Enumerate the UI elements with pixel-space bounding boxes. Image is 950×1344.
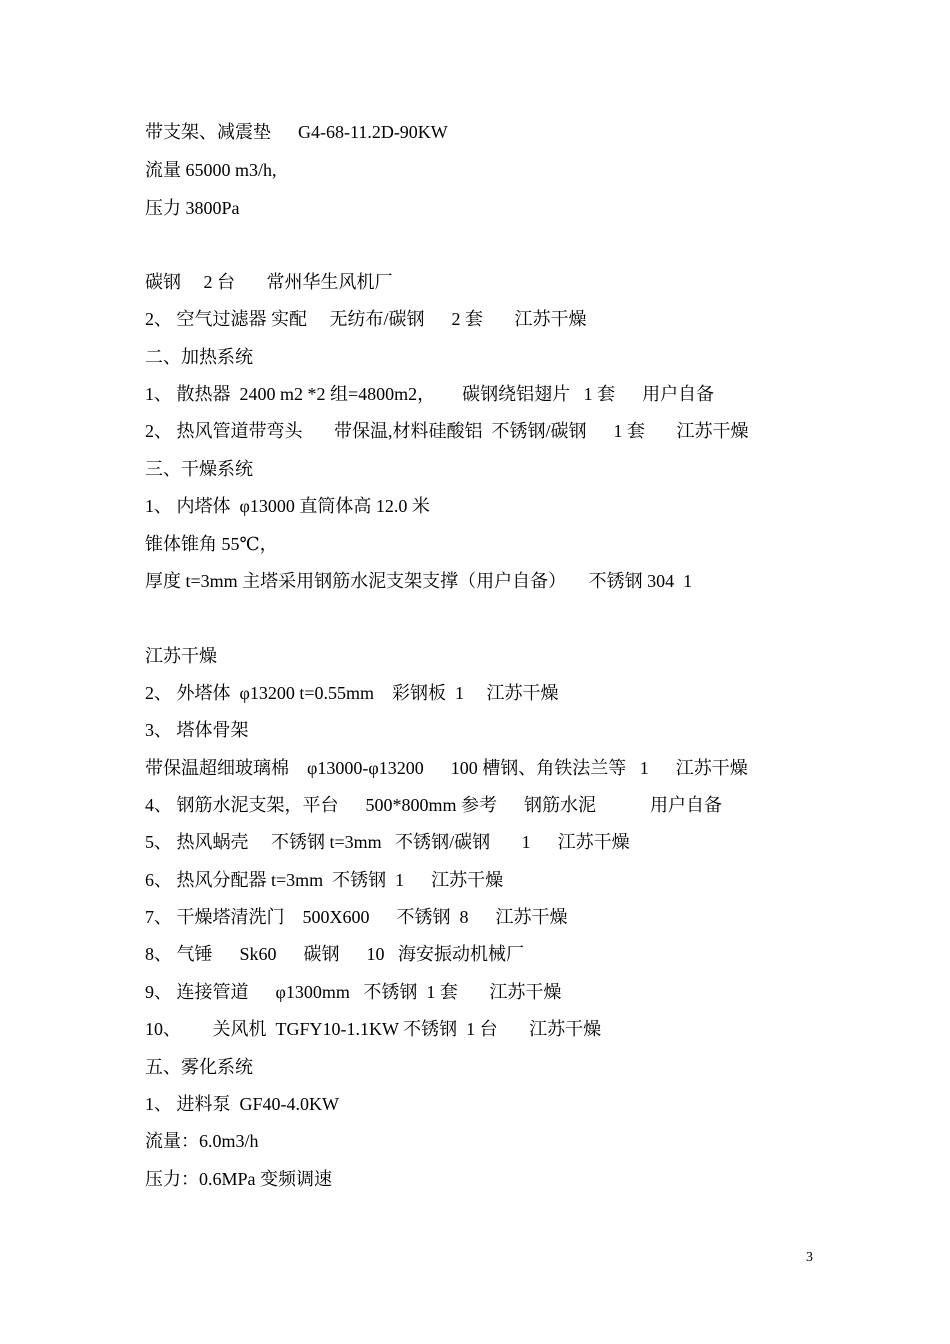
page-number: 3 [806,1250,813,1265]
text-line: 2、 外塔体 φ13200 t=0.55mm 彩钢板 1 江苏干燥 [145,683,559,703]
section-heading: 五、雾化系统 [145,1057,253,1077]
section-heading: 二、加热系统 [145,347,253,367]
text-line: 1、 进料泵 GF40-4.0KW [145,1094,339,1114]
text-line: 带保温超细玻璃棉 φ13000-φ13200 100 槽钢、角铁法兰等 1 江苏干燥 [145,758,748,778]
text-line: 4、 钢筋水泥支架，平台 500*800mm 参考 钢筋水泥 用户自备 [145,795,722,815]
text-line: 10、 关风机 TGFY10-1.1KW 不锈钢 1 台 江苏干燥 [145,1019,602,1039]
text-line: 锥体锥角 55℃， [145,534,278,554]
text-line: 厚度 t=3mm 主塔采用钢筋水泥支架支撑（用户自备） 不锈钢 304 1 [145,571,693,591]
text-line: 碳钢 2 台 常州华生风机厂 [145,272,393,292]
section-heading: 三、干燥系统 [145,459,253,479]
text-line: 江苏干燥 [145,646,217,666]
text-line: 1、 内塔体 φ13000 直筒体高 12.0 米 [145,496,430,516]
text-line: 2、 热风管道带弯头 带保温,材料硅酸铝 不锈钢/碳钢 1 套 江苏干燥 [145,421,749,441]
text-line: 2、 空气过滤器 实配 无纺布/碳钢 2 套 江苏干燥 [145,309,587,329]
text-line: 1、 散热器 2400 m2 *2 组=4800m2， 碳钢绕铝翅片 1 套 用户自备 [145,384,715,404]
text-line: 带支架、减震垫 G4-68-11.2D-90KW [145,122,448,142]
text-line: 6、 热风分配器 t=3mm 不锈钢 1 江苏干燥 [145,870,504,890]
text-line: 流量 65000 m3/h, [145,160,277,180]
text-line: 压力：0.6MPa 变频调速 [145,1169,333,1189]
text-line: 流量：6.0m3/h [145,1131,259,1151]
text-line: 3、 塔体骨架 [145,720,249,740]
text-line: 8、 气锤 Sk60 碳钢 10 海安振动机械厂 [145,944,525,964]
text-line: 5、 热风蜗壳 不锈钢 t=3mm 不锈钢/碳钢 1 江苏干燥 [145,832,630,852]
text-line: 压力 3800Pa [145,198,240,218]
text-line: 7、 干燥塔清洗门 500X600 不锈钢 8 江苏干燥 [145,907,568,927]
text-line: 9、 连接管道 φ1300mm 不锈钢 1 套 江苏干燥 [145,982,562,1002]
